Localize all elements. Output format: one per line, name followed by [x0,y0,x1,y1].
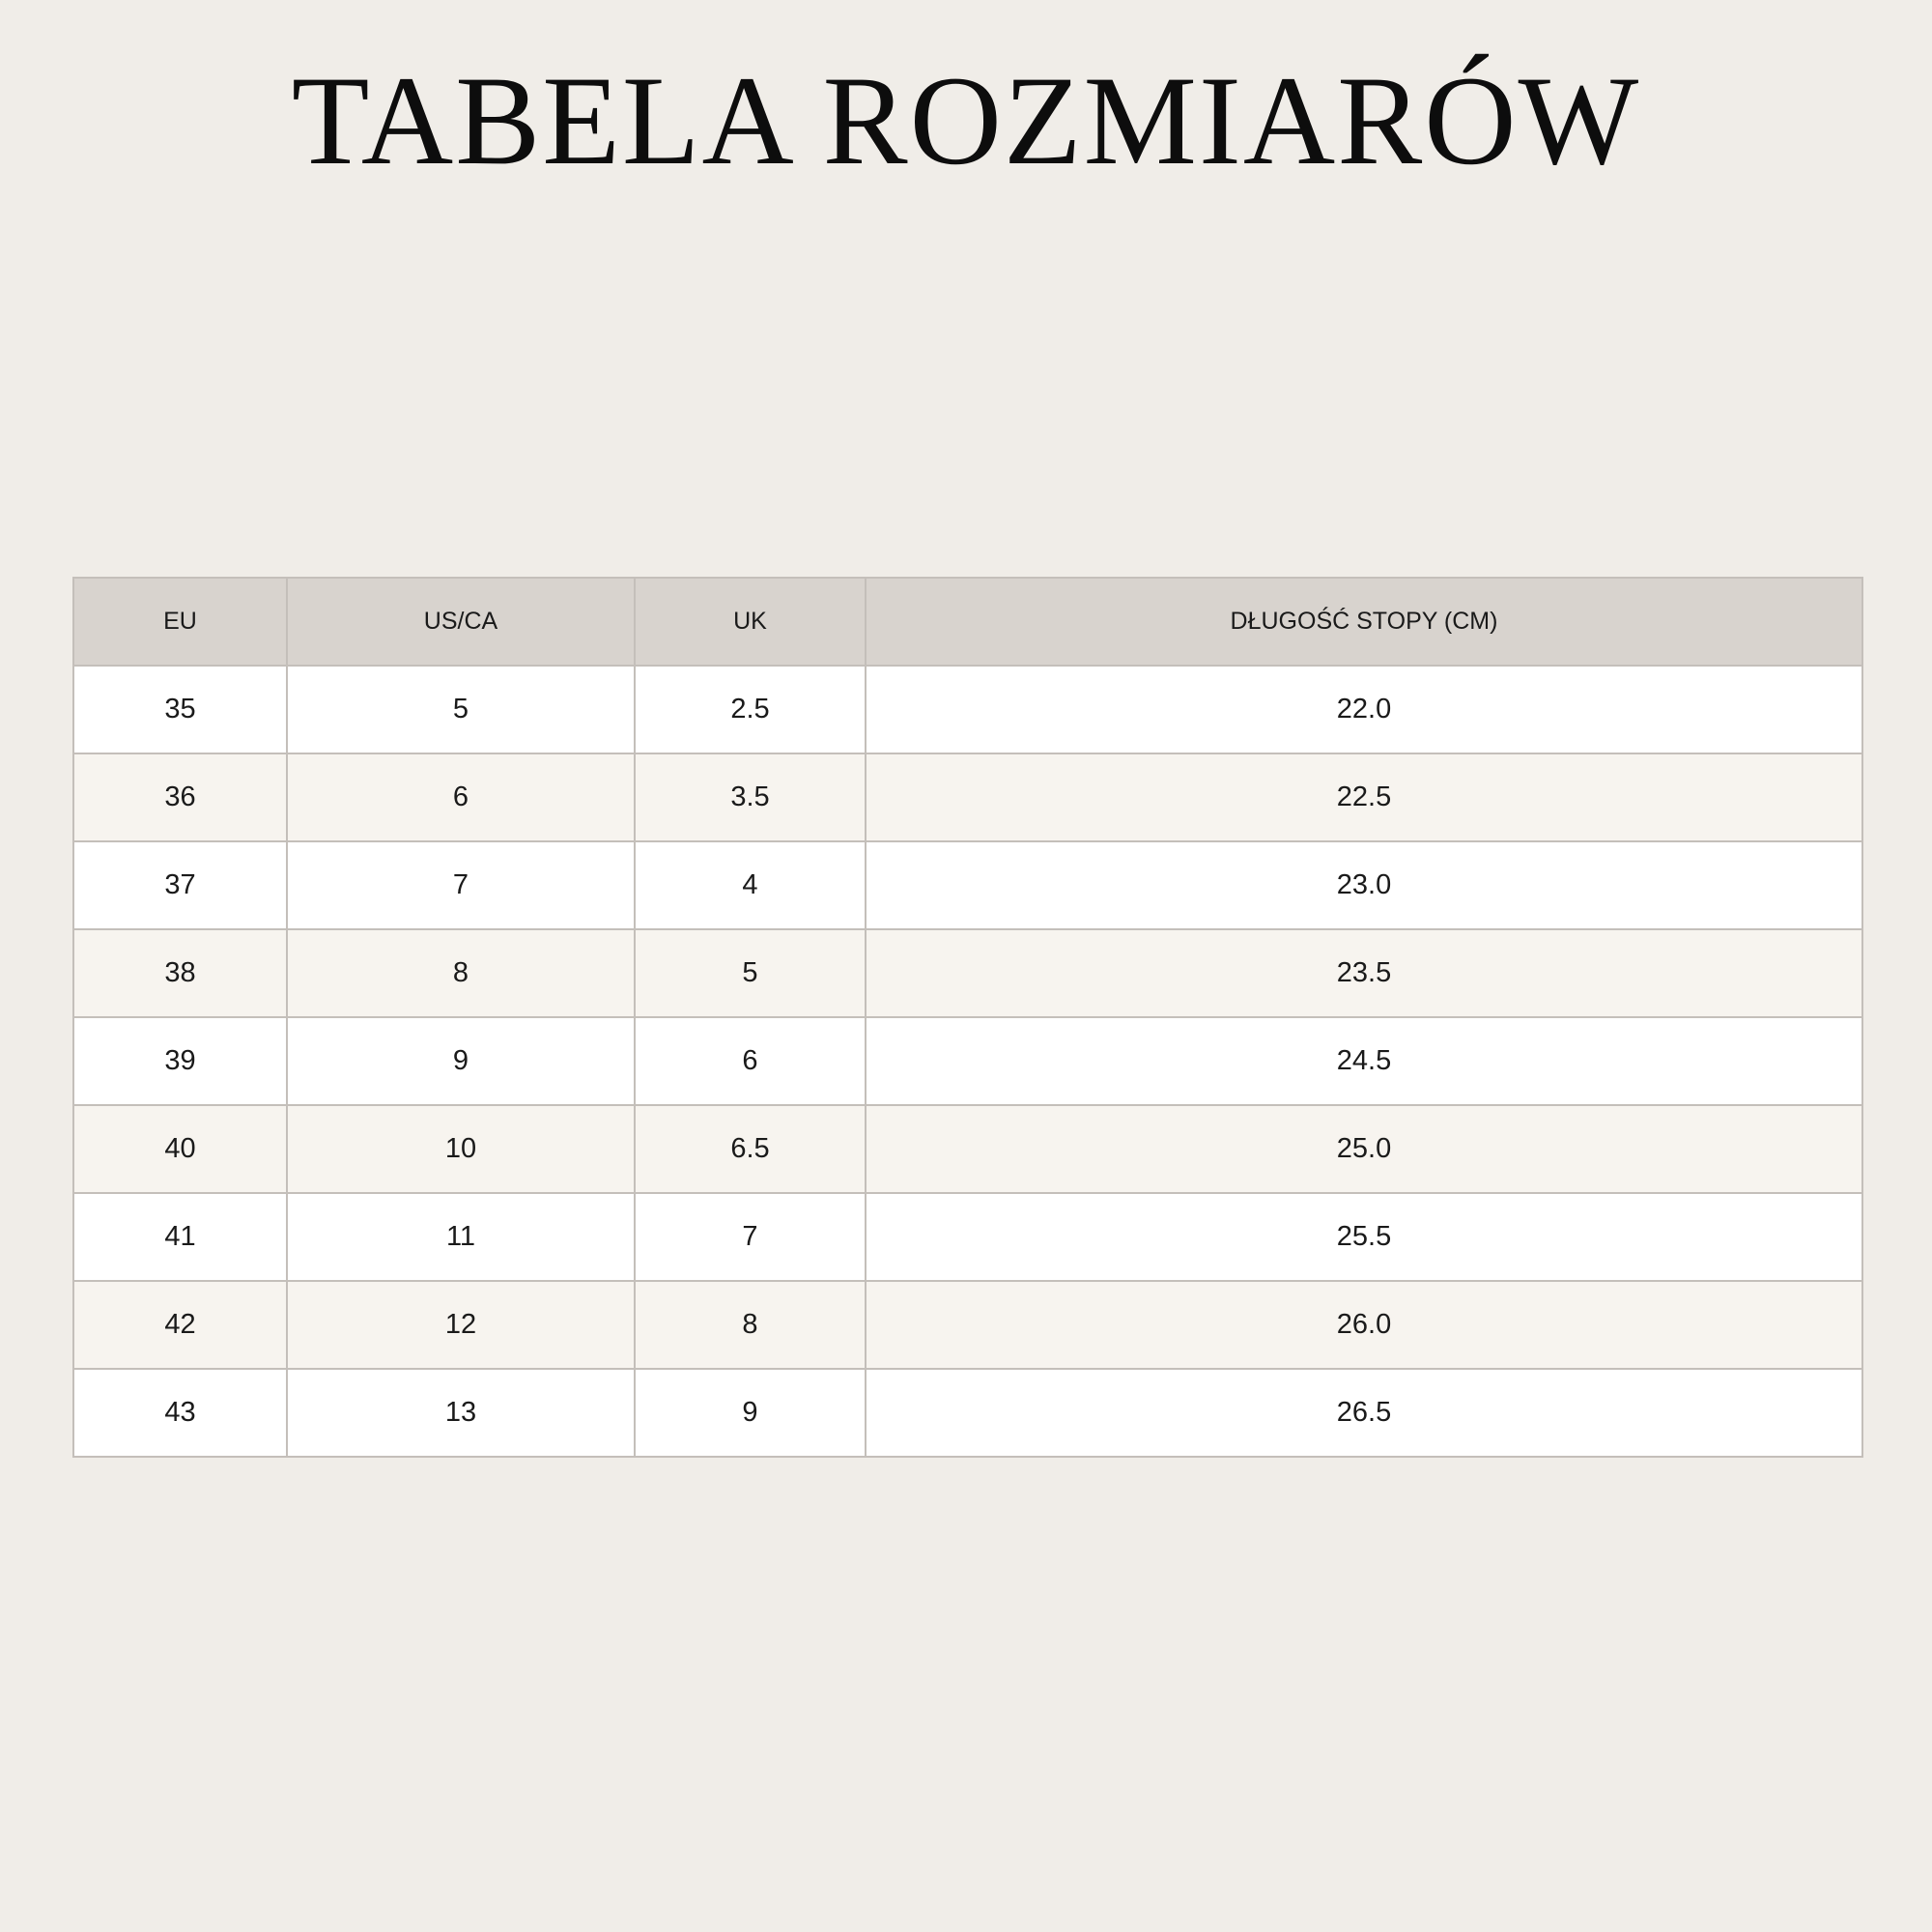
cell-eu: 35 [73,666,287,753]
header-eu: EU [73,578,287,666]
header-us-ca: US/CA [287,578,635,666]
header-foot-length: DŁUGOŚĆ STOPY (CM) [866,578,1862,666]
cell-uk: 6 [635,1017,866,1105]
cell-us-ca: 11 [287,1193,635,1281]
cell-us-ca: 6 [287,753,635,841]
cell-us-ca: 8 [287,929,635,1017]
table-row [73,841,1862,929]
cell-uk: 6.5 [635,1105,866,1193]
table-header-row [73,578,1862,666]
cell-us-ca: 10 [287,1105,635,1193]
cell-eu: 43 [73,1369,287,1457]
cell-foot-length: 24.5 [866,1017,1862,1105]
table-row [73,753,1862,841]
cell-foot-length: 26.0 [866,1281,1862,1369]
cell-foot-length: 25.5 [866,1193,1862,1281]
cell-us-ca: 13 [287,1369,635,1457]
page-title: TABELA ROZMIARÓW [291,49,1641,191]
cell-eu: 41 [73,1193,287,1281]
cell-uk: 7 [635,1193,866,1281]
cell-foot-length: 23.0 [866,841,1862,929]
cell-eu: 36 [73,753,287,841]
cell-eu: 37 [73,841,287,929]
size-table [72,577,1863,1458]
cell-us-ca: 5 [287,666,635,753]
cell-uk: 8 [635,1281,866,1369]
cell-foot-length: 22.5 [866,753,1862,841]
cell-uk: 9 [635,1369,866,1457]
cell-eu: 42 [73,1281,287,1369]
table-row [73,1017,1862,1105]
cell-eu: 38 [73,929,287,1017]
cell-eu: 40 [73,1105,287,1193]
cell-eu: 39 [73,1017,287,1105]
cell-us-ca: 9 [287,1017,635,1105]
cell-foot-length: 25.0 [866,1105,1862,1193]
cell-foot-length: 23.5 [866,929,1862,1017]
table-row [73,666,1862,753]
table-row [73,1281,1862,1369]
table-row [73,1369,1862,1457]
cell-uk: 3.5 [635,753,866,841]
table-row [73,1193,1862,1281]
cell-uk: 5 [635,929,866,1017]
cell-foot-length: 22.0 [866,666,1862,753]
table-row [73,929,1862,1017]
cell-uk: 4 [635,841,866,929]
table-row [73,1105,1862,1193]
cell-us-ca: 12 [287,1281,635,1369]
cell-us-ca: 7 [287,841,635,929]
cell-foot-length: 26.5 [866,1369,1862,1457]
cell-uk: 2.5 [635,666,866,753]
header-uk: UK [635,578,866,666]
